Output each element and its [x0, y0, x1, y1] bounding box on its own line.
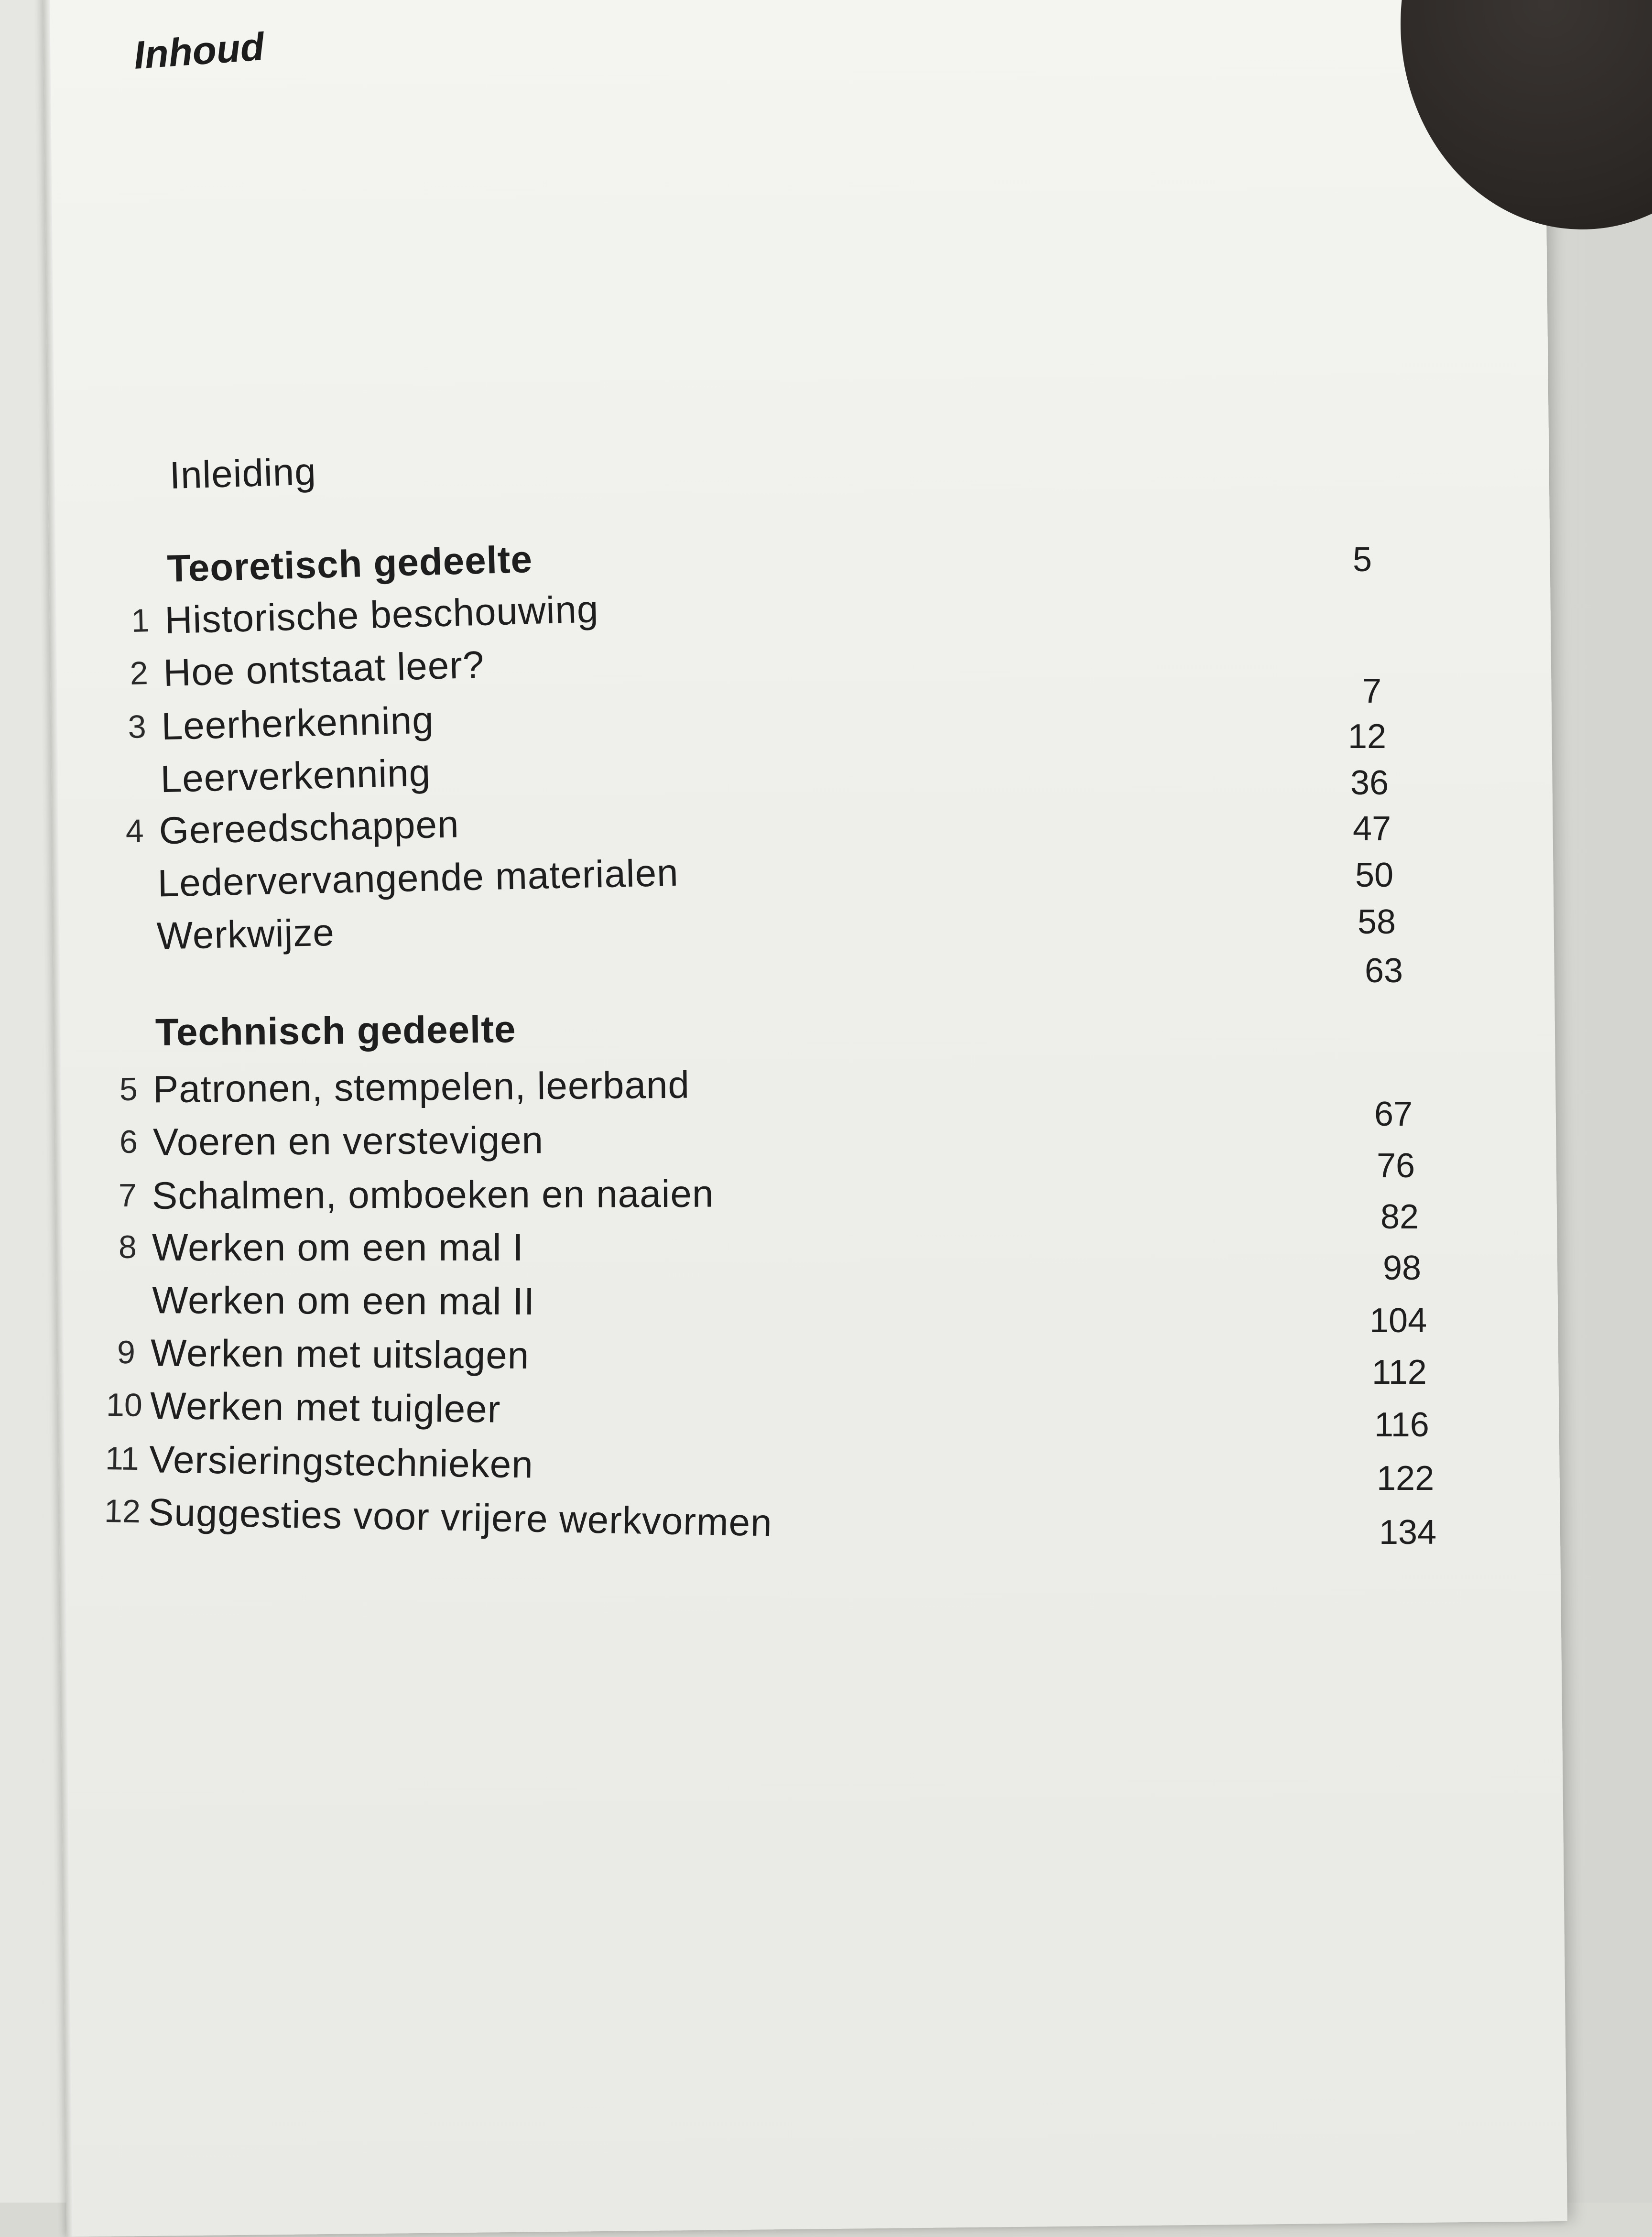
chapter-title: Werken om een mal I	[152, 1226, 524, 1270]
chapter-title: Suggesties voor vrijere werkvormen	[148, 1490, 772, 1545]
chapter-title: Werken met tuigleer	[150, 1384, 501, 1432]
page-number: 76	[1377, 1146, 1415, 1185]
page-number: 67	[1374, 1095, 1413, 1134]
chapter-title: Schalmen, omboeken en naaien	[152, 1172, 714, 1218]
chapter-number: 1	[131, 602, 150, 640]
page-number: 63	[1365, 951, 1403, 990]
page-number: 122	[1377, 1459, 1434, 1498]
chapter-title: Ledervervangende materialen	[157, 851, 679, 906]
page-number: 47	[1353, 809, 1391, 848]
chapter-number: 12	[104, 1492, 141, 1530]
section-title: Teoretisch gedeelte	[167, 537, 533, 591]
chapter-title: Historische beschouwing	[164, 587, 599, 642]
toc-entry	[128, 708, 129, 756]
page-number: 112	[1372, 1353, 1427, 1392]
page-number: 82	[1380, 1197, 1419, 1237]
page-number: 50	[1355, 856, 1393, 895]
chapter-title: Hoe ontstaat leer?	[163, 643, 485, 695]
page-title: Inhoud	[132, 24, 266, 78]
chapter-title: Patronen, stempelen, leerband	[153, 1063, 690, 1112]
chapter-title: Werkwijze	[156, 911, 335, 958]
page-number: 58	[1358, 902, 1396, 942]
section-heading-teoretisch	[167, 550, 168, 597]
toc-entry	[117, 1334, 118, 1381]
page-number: 134	[1379, 1513, 1436, 1552]
chapter-number: 9	[117, 1334, 135, 1371]
chapter-title: Leerherkenning	[161, 698, 435, 749]
chapter-number: 11	[105, 1440, 140, 1477]
page-number: 36	[1350, 763, 1389, 803]
toc-entry	[125, 813, 126, 860]
page-number: 98	[1383, 1249, 1421, 1288]
chapter-number: 6	[120, 1123, 138, 1161]
page-number: 12	[1348, 717, 1386, 756]
toc-entry	[104, 1492, 105, 1540]
toc-entry	[127, 761, 128, 809]
page-number: 7	[1362, 672, 1381, 711]
page-number: 116	[1374, 1405, 1429, 1444]
page-number: 5	[1353, 540, 1372, 579]
chapter-title: Voeren en verstevigen	[153, 1118, 544, 1164]
toc-entry	[130, 655, 131, 703]
page-number: 104	[1369, 1301, 1427, 1340]
chapter-number: 7	[119, 1177, 137, 1214]
chapter-number: 2	[130, 654, 149, 692]
chapter-number: 5	[120, 1071, 138, 1108]
chapter-number: 4	[125, 812, 144, 850]
chapter-title: Leerverkenning	[160, 750, 432, 801]
chapter-title: Werken met uitslagen	[151, 1331, 530, 1378]
chapter-title: Werken om een mal II	[152, 1278, 535, 1324]
toc-intro-line	[169, 456, 171, 504]
chapter-title: Gereedschappen	[159, 802, 460, 853]
toc-entry	[131, 602, 132, 650]
section-heading-technisch	[155, 1013, 156, 1061]
toc-intro-label: Inleiding	[169, 449, 316, 498]
toc-entry	[123, 918, 124, 966]
chapter-number: 8	[119, 1228, 137, 1266]
toc-entry	[124, 865, 125, 913]
chapter-title: Versieringstechnieken	[149, 1437, 533, 1487]
section-title: Technisch gedeelte	[155, 1007, 516, 1054]
chapter-number: 3	[128, 708, 147, 746]
chapter-number: 10	[106, 1386, 142, 1424]
